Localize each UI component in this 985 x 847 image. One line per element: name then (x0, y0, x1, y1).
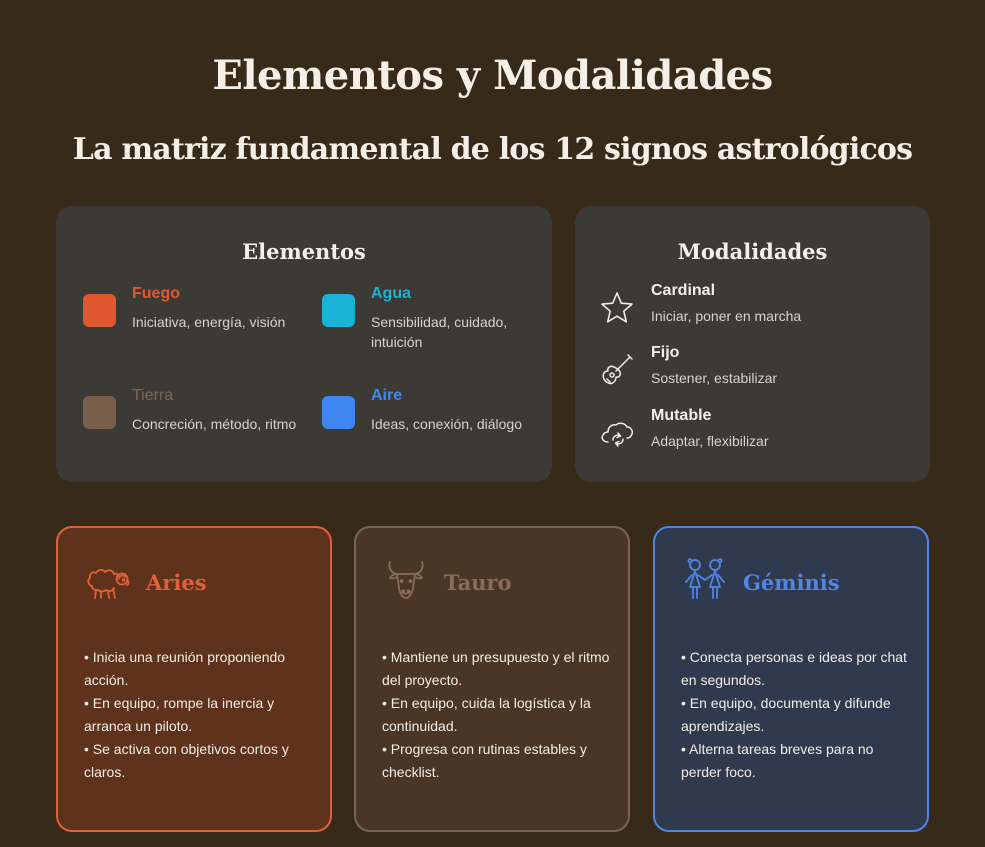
modality-name: Cardinal (651, 282, 716, 299)
fuego-swatch (83, 294, 116, 327)
page-subtitle: La matriz fundamental de los 12 signos astrológicos (72, 132, 913, 167)
elements-panel (56, 206, 552, 482)
modality-desc: Iniciar, poner en marcha (651, 308, 802, 324)
aire-swatch (322, 396, 355, 429)
bullet: • Mantiene un presupuesto y el ritmo del proyecto. (382, 649, 610, 688)
bullet: • Se activa con objetivos cortos y claros. (84, 741, 289, 780)
bullet: • Alterna tareas breves para no perder foco. (681, 741, 874, 780)
modality-name: Mutable (651, 407, 712, 424)
element-desc: Iniciativa, energía, visión (132, 314, 286, 330)
sign-bullets (84, 646, 314, 784)
guitar-icon (599, 352, 635, 388)
page-title: Elementos y Modalidades (212, 52, 773, 99)
tierra-swatch (83, 396, 116, 429)
sign-card-geminis (653, 526, 929, 832)
element-name: Fuego (132, 285, 180, 302)
modalities-panel (575, 206, 930, 482)
bullet: • Conecta personas e ideas por chat en segundos. (681, 649, 907, 688)
modality-name: Fijo (651, 344, 680, 361)
cloud-cycle-icon (599, 415, 635, 451)
twins-icon (681, 556, 729, 604)
modality-desc: Adaptar, flexibilizar (651, 433, 769, 449)
sign-name: Géminis (743, 570, 840, 595)
elements-panel-title: Elementos (242, 239, 366, 264)
bullet: • En equipo, rompe la inercia y arranca un piloto. (84, 695, 275, 734)
bullet: • En equipo, documenta y difunde aprendizajes. (681, 695, 891, 734)
ram-icon (84, 556, 132, 604)
sign-card-tauro (354, 526, 630, 832)
modality-fijo (599, 344, 909, 400)
bullet: • Progresa con rutinas estables y checklist. (382, 741, 587, 780)
sign-name: Aries (146, 570, 207, 595)
element-desc: Concreción, método, ritmo (132, 416, 297, 432)
bullet: • En equipo, cuida la logística y la continuidad. (382, 695, 591, 734)
sign-name: Tauro (444, 570, 512, 595)
sign-bullets (382, 646, 612, 784)
modalities-panel-title: Modalidades (677, 239, 828, 264)
element-desc: Ideas, conexión, diálogo (371, 416, 522, 432)
modality-mutable (599, 407, 909, 463)
modality-desc: Sostener, estabilizar (651, 370, 778, 386)
bull-icon (382, 556, 430, 604)
element-name: Tierra (132, 387, 174, 404)
agua-swatch (322, 294, 355, 327)
sign-card-aries (56, 526, 332, 832)
sign-bullets (681, 646, 911, 784)
bullet: • Inicia una reunión proponiendo acción. (84, 649, 286, 688)
star-icon (599, 290, 635, 326)
element-name: Agua (371, 285, 411, 302)
element-desc: Sensibilidad, cuidado, intuición (371, 314, 508, 350)
element-name: Aire (371, 387, 403, 404)
modality-cardinal (599, 282, 909, 338)
